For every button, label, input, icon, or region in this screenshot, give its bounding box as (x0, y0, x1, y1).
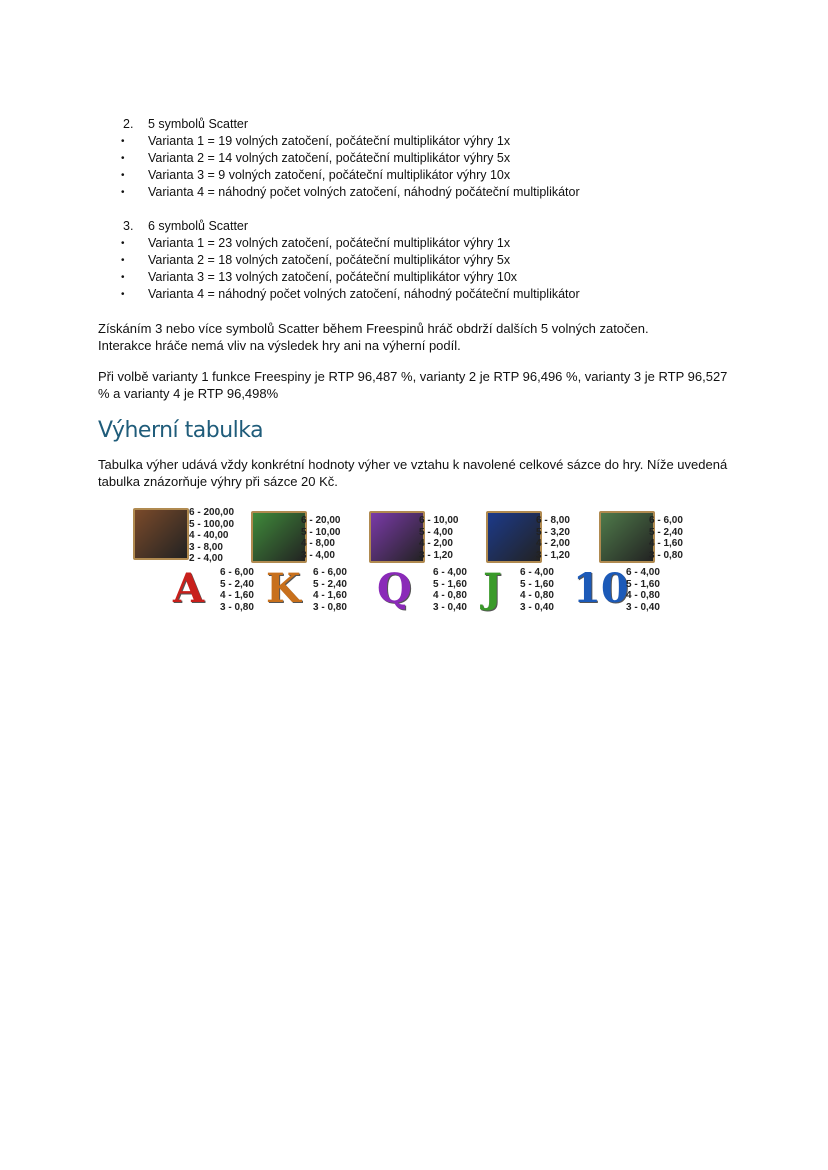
payout-value: 3 - 4,00 (301, 549, 335, 561)
bullet-icon: • (121, 272, 125, 283)
symbol-10: 10 (573, 565, 629, 612)
section-heading: Výherní tabulka (98, 418, 264, 443)
payout-value: 4 - 2,00 (419, 538, 453, 549)
symbol-Q: Q (377, 565, 412, 612)
payout-value: 6 - 4,00 (520, 567, 554, 578)
list-item: Varianta 2 = 18 volných zatočení, počáteční multiplikátor výhry 5x (148, 253, 511, 267)
list-item: Varianta 4 = náhodný počet volných zatočení, náhodný počáteční multiplikátor (148, 287, 580, 301)
payout-value: 3 - 8,00 (189, 541, 223, 553)
payout-value: 5 - 1,60 (520, 578, 554, 590)
list-number: 3. (123, 219, 134, 233)
paytable-description: Tabulka výher udává vždy konkrétní hodnoty výher ve vztahu k navolené celkové sázce do hry. Níže uvedená tabulka znázorňuje výhry při sázce 20 Kč. (98, 457, 728, 489)
payout-value: 5 - 3,20 (536, 526, 570, 538)
payout-value: 6 - 20,00 (301, 515, 341, 526)
payout-value: 2 - 4,00 (189, 553, 223, 564)
payout-value: 4 - 1,60 (313, 590, 347, 601)
payout-value: 6 - 6,00 (313, 567, 347, 578)
bullet-icon: • (121, 153, 125, 164)
payout-list (301, 515, 340, 561)
payout-value: 6 - 8,00 (536, 515, 570, 526)
payout-value: 3 - 1,20 (536, 549, 570, 561)
payout-value: 4 - 0,80 (433, 590, 467, 601)
payout-value: 4 - 8,00 (301, 538, 335, 549)
list-item: Varianta 2 = 14 volných zatočení, počáteční multiplikátor výhry 5x (148, 151, 511, 165)
payout-list (626, 567, 660, 613)
payout-value: 6 - 200,00 (189, 507, 235, 518)
bullet-icon: • (121, 238, 125, 249)
payout-list (419, 515, 458, 561)
symbol-reaper (133, 508, 189, 560)
symbol-J: J (483, 565, 502, 612)
payout-value: 4 - 1,60 (220, 590, 254, 601)
bullet-icon: • (121, 255, 125, 266)
payout-value: 5 - 10,00 (301, 526, 341, 538)
payout-value: 3 - 0,80 (220, 601, 254, 613)
payout-list (220, 567, 254, 613)
paytable-image (133, 503, 713, 615)
payout-list (649, 515, 683, 561)
payout-value: 5 - 100,00 (189, 518, 235, 530)
bullet-icon: • (121, 170, 125, 181)
payout-value: 4 - 2,00 (536, 538, 570, 549)
payout-value: 5 - 2,40 (220, 578, 254, 590)
symbol-boy (599, 511, 655, 563)
payout-value: 6 - 4,00 (433, 567, 467, 578)
payout-value: 4 - 1,60 (649, 538, 683, 549)
payout-list (520, 567, 554, 613)
payout-value: 5 - 1,60 (626, 578, 660, 590)
retrigger-paragraph (98, 320, 738, 354)
symbol-dwarf (251, 511, 307, 563)
payout-value: 6 - 6,00 (220, 567, 254, 578)
list-title: 6 symbolů Scatter (148, 219, 249, 233)
payout-value: 3 - 0,40 (433, 601, 467, 613)
symbol-A: A (173, 565, 205, 612)
paragraph-line: Získáním 3 nebo více symbolů Scatter během Freespinů hráč obdrží dalších 5 volných zatočen. (98, 321, 649, 336)
payout-value: 6 - 6,00 (649, 515, 683, 526)
list-item: Varianta 1 = 19 volných zatočení, počáteční multiplikátor výhry 1x (148, 134, 511, 148)
list-item: Varianta 4 = náhodný počet volných zatočení, náhodný počáteční multiplikátor (148, 185, 580, 199)
payout-value: 5 - 1,60 (433, 578, 467, 590)
list-title: 5 symbolů Scatter (148, 117, 249, 131)
payout-value: 4 - 0,80 (520, 590, 554, 601)
payout-value: 5 - 4,00 (419, 526, 453, 538)
payout-list (189, 507, 234, 565)
symbol-professor (486, 511, 542, 563)
payout-value: 3 - 0,80 (313, 601, 347, 613)
bullet-icon: • (121, 289, 125, 300)
payout-value: 3 - 0,80 (649, 549, 683, 561)
payout-value: 3 - 1,20 (419, 549, 453, 561)
rtp-paragraph: Při volbě varianty 1 funkce Freespiny je RTP 96,487 %, varianty 2 je RTP 96,496 %, varianty 3 je RTP 96,527 % a varianty 4 je RTP 96,498% (98, 369, 728, 401)
symbol-fairy (369, 511, 425, 563)
payout-value: 6 - 4,00 (626, 567, 660, 578)
payout-value: 5 - 2,40 (313, 578, 347, 590)
payout-list (313, 567, 347, 613)
payout-list (536, 515, 570, 561)
payout-value: 4 - 0,80 (626, 590, 660, 601)
payout-value: 4 - 40,00 (189, 530, 229, 541)
list-item: Varianta 3 = 9 volných zatočení, počáteční multiplikátor výhry 10x (148, 168, 511, 182)
list-number: 2. (123, 117, 134, 131)
payout-value: 3 - 0,40 (626, 601, 660, 613)
list-item: Varianta 1 = 23 volných zatočení, počáteční multiplikátor výhry 1x (148, 236, 511, 250)
symbol-K: K (266, 565, 301, 612)
payout-value: 6 - 10,00 (419, 515, 459, 526)
payout-list (433, 567, 467, 613)
bullet-icon: • (121, 136, 125, 147)
payout-value: 3 - 0,40 (520, 601, 554, 613)
bullet-icon: • (121, 187, 125, 198)
list-item: Varianta 3 = 13 volných zatočení, počáteční multiplikátor výhry 10x (148, 270, 518, 284)
paragraph-line: Interakce hráče nemá vliv na výsledek hry ani na výherní podíl. (98, 338, 461, 353)
payout-value: 5 - 2,40 (649, 526, 683, 538)
